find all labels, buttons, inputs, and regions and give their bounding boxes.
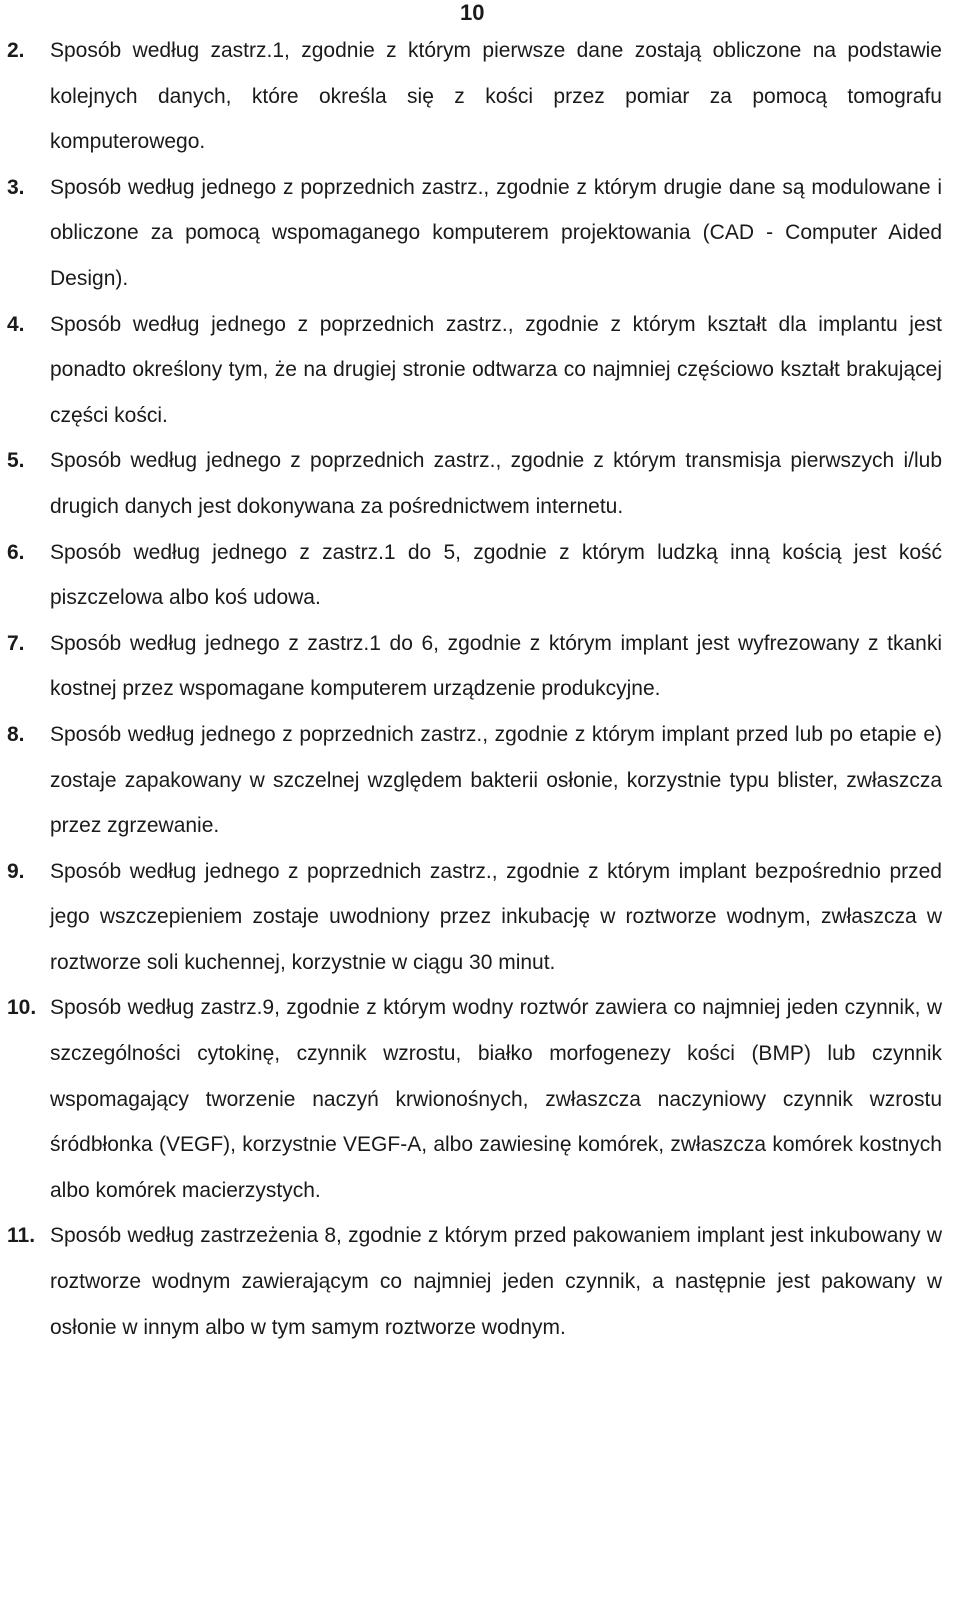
claim-number: 9.: [7, 859, 25, 883]
claim-number: 10.: [7, 996, 37, 1020]
claim-10: [7, 985, 942, 1213]
claim-4: [7, 302, 942, 439]
claim-text: Sposób według zastrz.9, zgodnie z którym wodny roztwór zawiera co najmniej jeden czynnik, w szczególności cytokinę, czynnik wzrostu, białko morfogenezy kości (BMP) lub czynnik wspomagający tworzenie naczyń krwionośnych, zwłaszcza naczyniowy czynnik wzrostu śródbłonka (VEGF), korzystnie VEGF-A, albo zawiesinę komórek, zwłaszcza komórek kostnych albo komórek macierzystych.: [50, 996, 942, 1202]
claim-3: [7, 165, 942, 302]
claim-8: [7, 712, 942, 849]
claim-5: [7, 438, 942, 529]
claim-text: Sposób według jednego z zastrz.1 do 5, zgodnie z którym ludzką inną kością jest kość piszczelowa albo koś udowa.: [50, 540, 942, 610]
claim-text: Sposób według jednego z poprzednich zastrz., zgodnie z którym kształt dla implantu jest ponadto określony tym, że na drugiej stronie odtwarza co najmniej częściowo kształt brakującej części kości.: [50, 312, 942, 427]
page-number: 10: [460, 0, 485, 25]
claim-number: 2.: [7, 39, 25, 62]
claim-text: Sposób według jednego z poprzednich zastrz., zgodnie z którym drugie dane są modulowane i obliczone za pomocą wspomaganego komputerem projektowania (CAD - Computer Aided Design).: [50, 175, 942, 290]
claim-number: 8.: [7, 722, 25, 746]
claim-text: Sposób według jednego z poprzednich zastrz., zgodnie z którym implant przed lub po etapie e) zostaje zapakowany w szczelnej względem bakterii osłonie, korzystnie typu blister, zwłaszcza przez zgrzewanie.: [50, 722, 942, 838]
claim-text: Sposób według jednego z poprzednich zastrz., zgodnie z którym implant bezpośrednio przed jego wszczepieniem zostaje uwodniony przez inkubację w roztworze wodnym, zwłaszcza w roztworze soli kuchennej, korzystnie w ciągu 30 minut.: [50, 859, 942, 974]
claim-6: [7, 530, 942, 621]
claim-number: 6.: [7, 540, 25, 564]
claims-list: [7, 28, 942, 1350]
claim-number: 11.: [7, 1224, 36, 1248]
claim-text: Sposób według zastrz.1, zgodnie z którym pierwsze dane zostają obliczone na podstawie kolejnych danych, które określa się z kości przez pomiar za pomocą tomografu komputerowego.: [50, 39, 942, 154]
claim-text: Sposób według jednego z poprzednich zastrz., zgodnie z którym transmisja pierwszych i/lub drugich danych jest dokonywana za pośrednictwem internetu.: [50, 449, 942, 518]
claim-text: Sposób według jednego z zastrz.1 do 6, zgodnie z którym implant jest wyfrezowany z tkanki kostnej przez wspomagane komputerem urządzenie produkcyjne.: [50, 631, 942, 701]
claim-number: 4.: [7, 312, 25, 336]
claim-number: 7.: [7, 631, 25, 655]
claim-number: 3.: [7, 175, 25, 199]
claim-7: [7, 621, 942, 712]
claim-11: [7, 1213, 942, 1350]
claim-9: [7, 849, 942, 986]
claim-2: [7, 28, 942, 165]
claim-number: 5.: [7, 449, 25, 473]
claim-text: Sposób według zastrzeżenia 8, zgodnie z którym przed pakowaniem implant jest inkubowany w roztworze wodnym zawierającym co najmniej jeden czynnik, a następnie jest pakowany w osłonie w innym albo w tym samym roztworze wodnym.: [50, 1224, 942, 1339]
